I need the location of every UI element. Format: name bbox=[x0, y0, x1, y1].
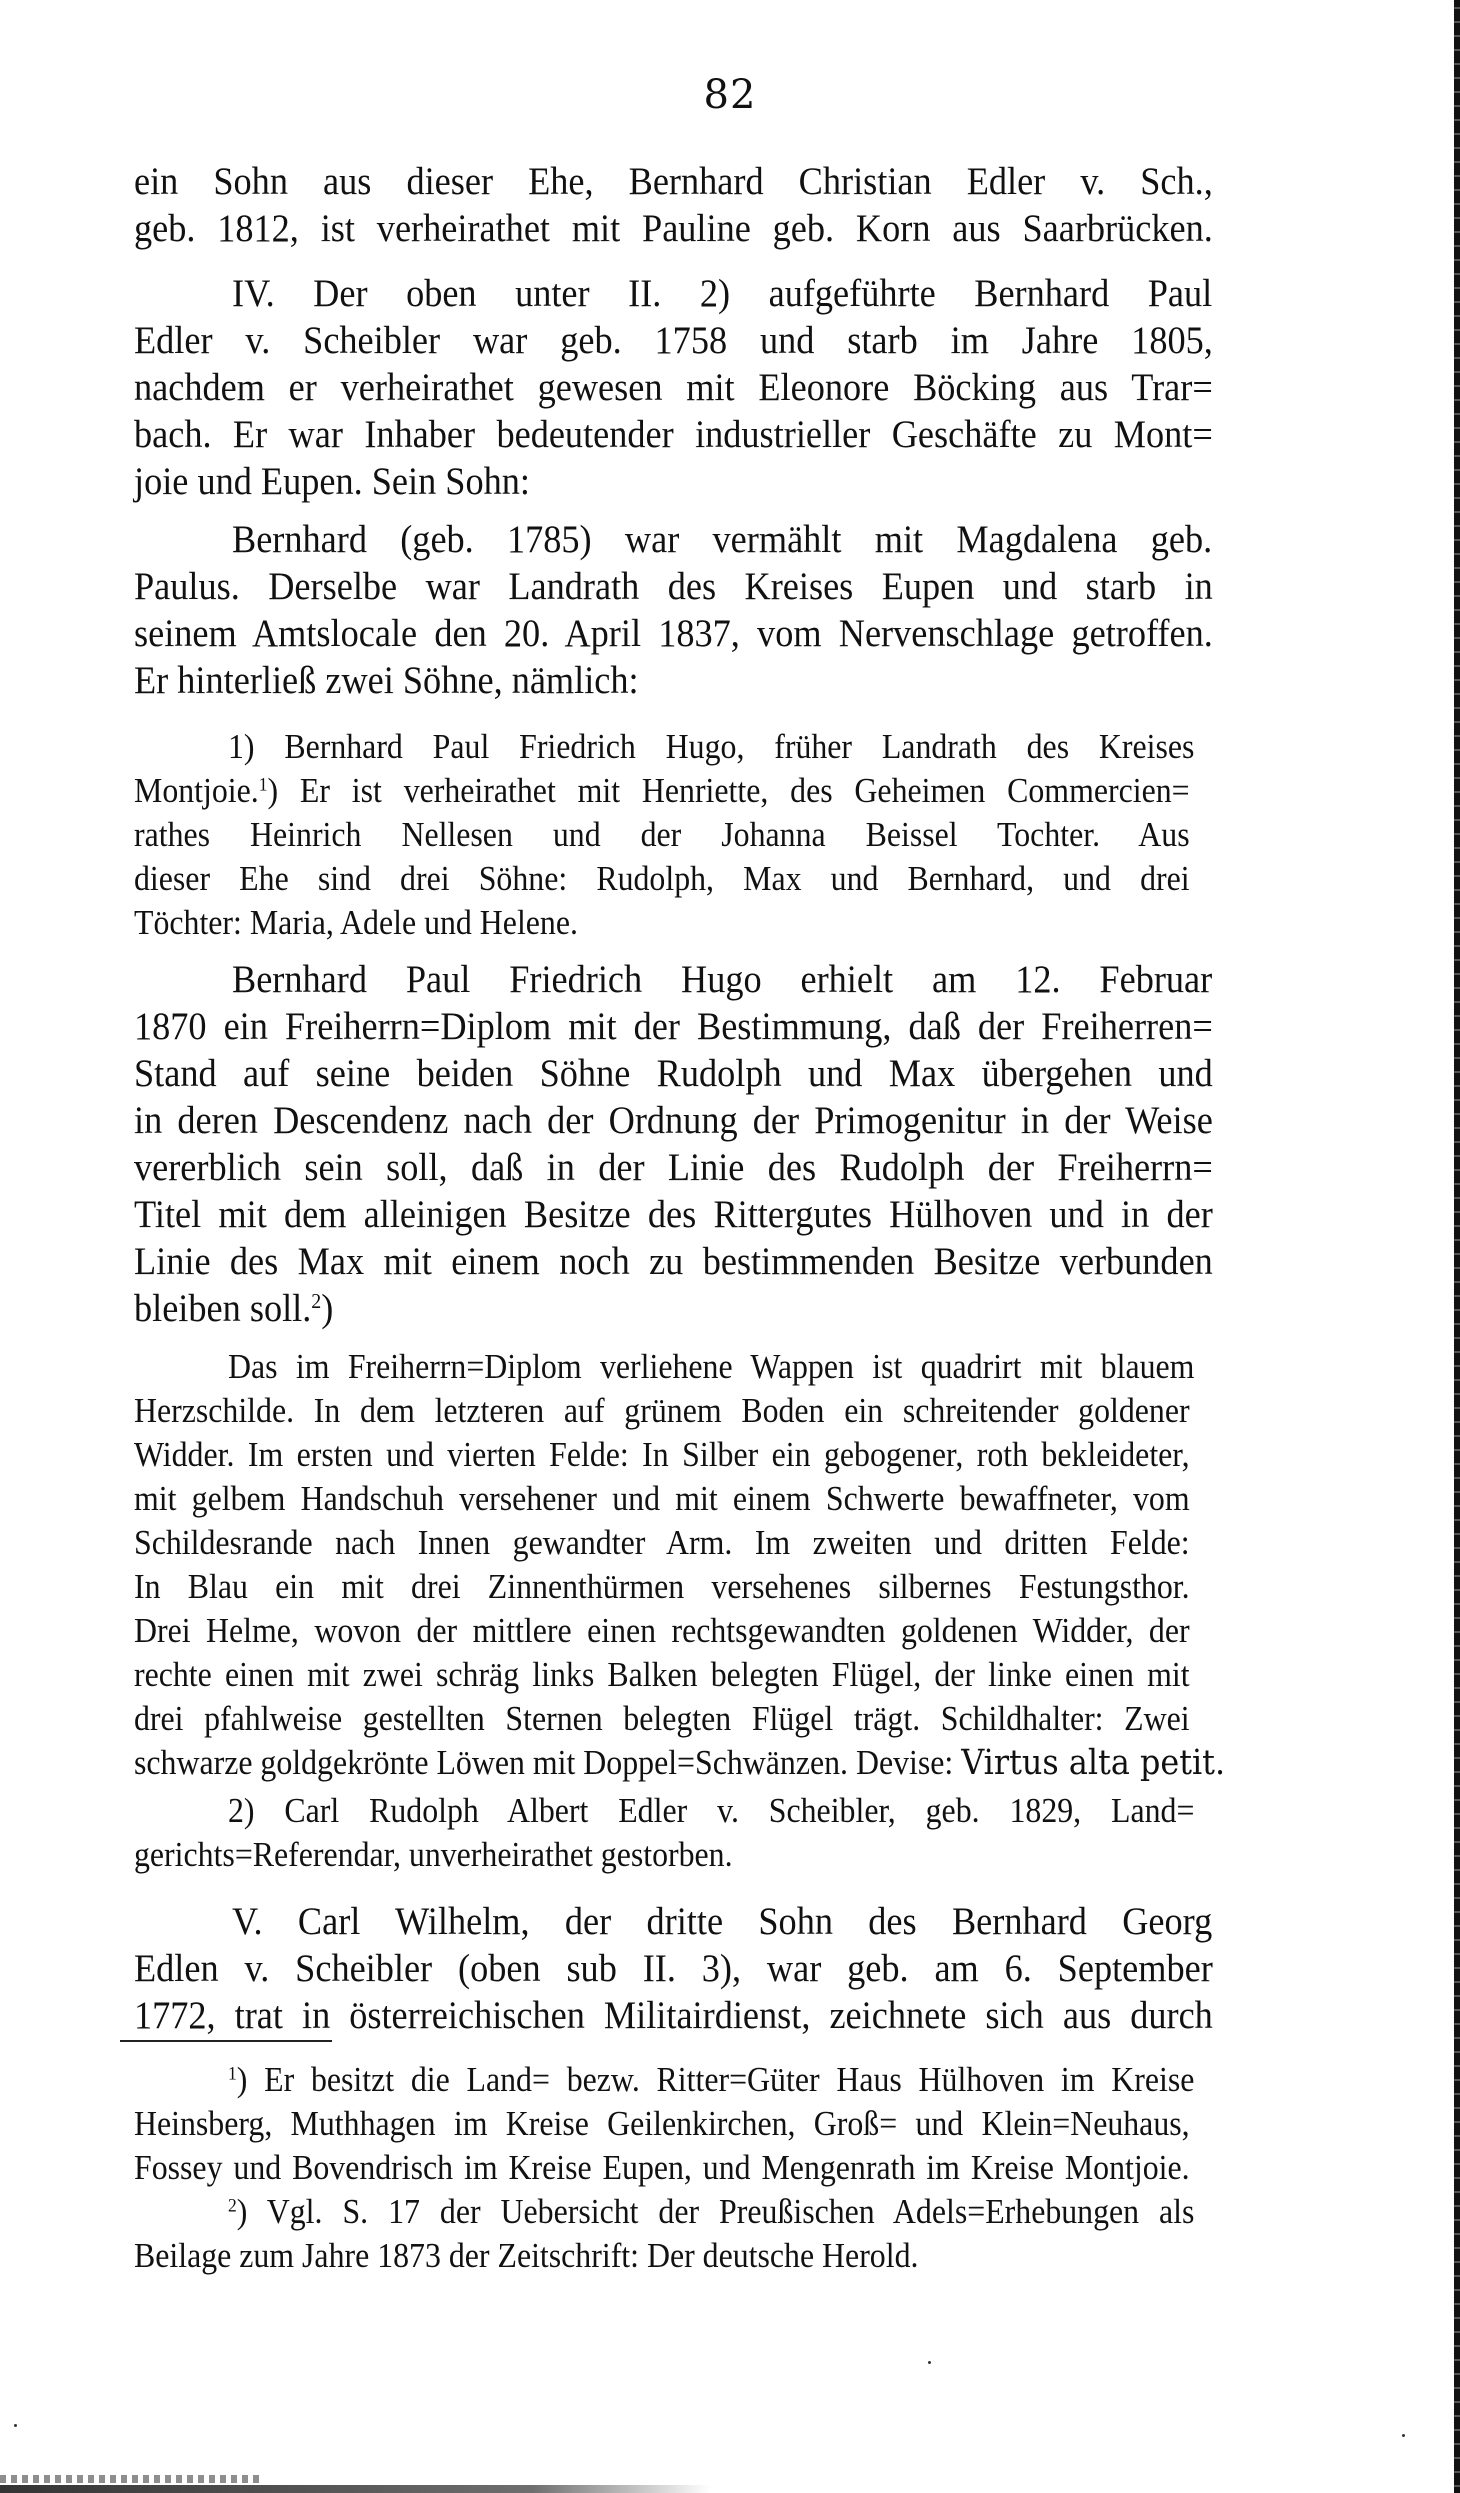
footnote-line: Fossey und Bovendrisch im Kreise Eupen, und Mengenrath im Kreise Montjoie. bbox=[134, 2148, 1190, 2187]
text-line: ein Sohn aus dieser Ehe, Bernhard Christian Edler v. Sch., bbox=[134, 160, 1213, 203]
text-line-with-footnote bbox=[134, 769, 1190, 813]
page-number: 82 bbox=[703, 72, 757, 118]
footnote-ref-1[interactable]: 1 bbox=[258, 774, 268, 796]
footnote-ref-2[interactable]: 2 bbox=[311, 1289, 322, 1314]
footnote-line: Heinsberg, Muthhagen im Kreise Geilenkirchen, Groß= und Klein=Neuhaus, bbox=[134, 2104, 1190, 2143]
text-line: Titel mit dem alleinigen Besitze des Rittergutes Hülhoven und in der bbox=[134, 1193, 1213, 1236]
text-segment: Er ist verheirathet mit Henriette, des Geheimen Commercien= bbox=[278, 771, 1190, 810]
scan-speck bbox=[1402, 2434, 1405, 2437]
text-segment: Montjoie. bbox=[134, 771, 259, 810]
footnote-2 bbox=[228, 2190, 1194, 2234]
text-line: Er hinterließ zwei Söhne, nämlich: bbox=[134, 659, 639, 702]
page-edge-shadow bbox=[1454, 0, 1460, 2493]
text-segment: ) bbox=[236, 2060, 265, 2099]
text-line: Herzschilde. In dem letzteren auf grünem Boden ein schreitender goldener bbox=[134, 1391, 1190, 1430]
text-line: in deren Descendenz nach der Ordnung der Primogenitur in der Weise bbox=[134, 1099, 1213, 1142]
text-line: Linie des Max mit einem noch zu bestimmenden Besitze verbunden bbox=[134, 1240, 1213, 1283]
text-segment: ) bbox=[236, 2192, 267, 2231]
footnote-1 bbox=[228, 2058, 1194, 2102]
text-line: Widder. Im ersten und vierten Felde: In Silber ein gebogener, roth bekleideter, bbox=[134, 1435, 1190, 1474]
text-line: In Blau ein mit drei Zinnenthürmen versehenes silbernes Festungsthor. bbox=[134, 1567, 1190, 1606]
text-segment: ) bbox=[267, 771, 279, 810]
footnote-text: Er besitzt die Land= bezw. Ritter=Güter Haus Hülhoven im Kreise bbox=[264, 2060, 1195, 2099]
scan-speck bbox=[928, 2361, 931, 2364]
text-line: Edlen v. Scheibler (oben sub II. 3), war geb. am 6. September bbox=[134, 1947, 1213, 1990]
text-line: 1772, trat in österreichischen Militairdienst, zeichnete sich aus durch bbox=[134, 1994, 1213, 2037]
text-line: 2) Carl Rudolph Albert Edler v. Scheibler, geb. 1829, Land= bbox=[228, 1791, 1195, 1830]
text-line: rathes Heinrich Nellesen und der Johanna Beissel Tochter. Aus bbox=[134, 815, 1190, 854]
text-line: rechte einen mit zwei schräg links Balken belegten Flügel, der linke einen mit bbox=[134, 1655, 1190, 1694]
text-line: bach. Er war Inhaber bedeutender industrieller Geschäfte zu Mont= bbox=[134, 413, 1213, 456]
text-line: Schildesrande nach Innen gewandter Arm. Im zweiten und dritten Felde: bbox=[134, 1523, 1190, 1562]
text-segment: ) bbox=[321, 1287, 334, 1330]
footnote-text: Vgl. S. 17 der Uebersicht der Preußischen Adels=Erhebungen als bbox=[266, 2192, 1195, 2231]
footnote-line: Beilage zum Jahre 1873 der Zeitschrift: Der deutsche Herold. bbox=[134, 2236, 919, 2275]
page-edge-shadow bbox=[0, 2485, 710, 2493]
section-heading-line: IV. Der oben unter II. 2) aufgeführte Bernhard Paul bbox=[232, 272, 1213, 315]
text-line: Drei Helme, wovon der mittlere einen rechtsgewandten goldenen Widder, der bbox=[134, 1611, 1190, 1650]
text-line: Stand auf seine beiden Söhne Rudolph und Max übergehen und bbox=[134, 1052, 1213, 1095]
text-line: Bernhard (geb. 1785) war vermählt mit Magdalena geb. bbox=[232, 518, 1213, 561]
text-line: joie und Eupen. Sein Sohn: bbox=[134, 460, 530, 503]
text-line: Bernhard Paul Friedrich Hugo erhielt am 12. Februar bbox=[232, 958, 1213, 1001]
text-line-with-motto bbox=[134, 1741, 1226, 1785]
footnote-marker: 1 bbox=[228, 2063, 237, 2085]
text-line: Töchter: Maria, Adele und Helene. bbox=[134, 903, 578, 942]
footnote-marker: 2 bbox=[228, 2195, 237, 2217]
text-line: Das im Freiherrn=Diplom verliehene Wappen ist quadrirt mit blauem bbox=[228, 1347, 1195, 1386]
text-line: dieser Ehe sind drei Söhne: Rudolph, Max und Bernhard, und drei bbox=[134, 859, 1190, 898]
text-segment: schwarze goldgekrönte Löwen mit Doppel=Schwänzen. Devise: bbox=[134, 1743, 954, 1782]
section-heading-line: V. Carl Wilhelm, der dritte Sohn des Bernhard Georg bbox=[232, 1900, 1213, 1943]
text-line: 1) Bernhard Paul Friedrich Hugo, früher Landrath des Kreises bbox=[228, 727, 1195, 766]
scan-speck bbox=[14, 2424, 17, 2427]
text-line: nachdem er verheirathet gewesen mit Eleonore Böcking aus Trar= bbox=[134, 366, 1213, 409]
motto: Virtus alta petit. bbox=[961, 1743, 1226, 1783]
text-line-with-footnote bbox=[134, 1287, 1213, 1331]
text-line: drei pfahlweise gestellten Sternen belegten Flügel trägt. Schildhalter: Zwei bbox=[134, 1699, 1190, 1738]
text-line: gerichts=Referendar, unverheirathet gestorben. bbox=[134, 1835, 733, 1874]
text-line: Paulus. Derselbe war Landrath des Kreises Eupen und starb in bbox=[134, 565, 1213, 608]
footnote-divider bbox=[120, 2040, 332, 2042]
text-line: mit gelbem Handschuh versehener und mit einem Schwerte bewaffneter, vom bbox=[134, 1479, 1190, 1518]
text-segment: bleiben soll. bbox=[134, 1287, 312, 1330]
text-line: geb. 1812, ist verheirathet mit Pauline geb. Korn aus Saarbrücken. bbox=[134, 207, 1213, 250]
text-line: 1870 ein Freiherrn=Diplom mit der Bestimmung, daß der Freiherren= bbox=[134, 1005, 1213, 1048]
text-line: Edler v. Scheibler war geb. 1758 und starb im Jahre 1805, bbox=[134, 319, 1213, 362]
text-line: vererblich sein soll, daß in der Linie des Rudolph der Freiherrn= bbox=[134, 1146, 1213, 1189]
text-line: seinem Amtslocale den 20. April 1837, vom Nervenschlage getroffen. bbox=[134, 612, 1213, 655]
